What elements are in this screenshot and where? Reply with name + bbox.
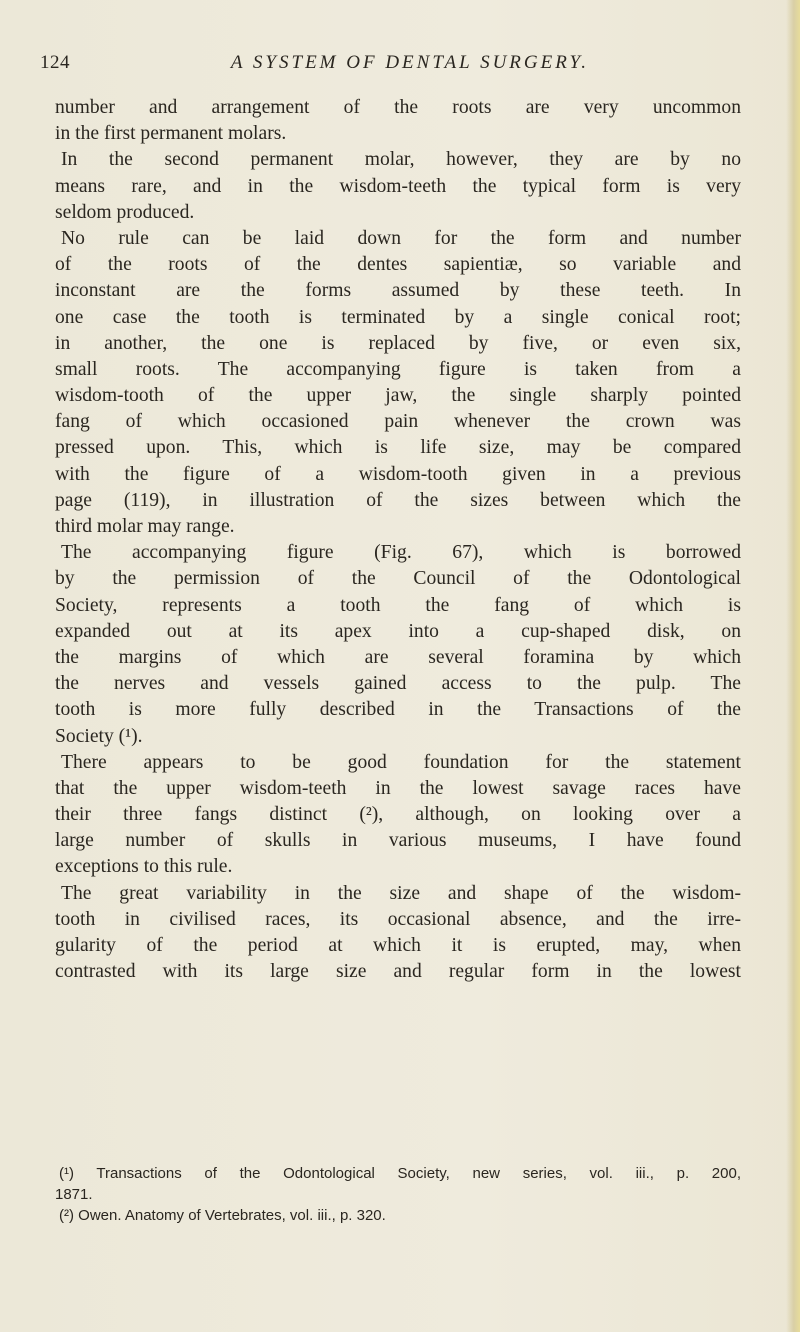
text-line: that the upper wisdom-teeth in the lowest savage races have — [55, 777, 741, 799]
text-line: in another, the one is replaced by five, or even six, — [55, 332, 741, 354]
text-line: third molar may range. — [55, 516, 235, 537]
page-edge — [786, 0, 800, 1332]
text-line: with the figure of a wisdom-tooth given in a previous — [55, 463, 741, 485]
text-line: exceptions to this rule. — [55, 856, 233, 878]
text-line: tooth is more fully described in the Transactions of the — [55, 699, 741, 721]
text-line: one case the tooth is terminated by a single conical root; — [55, 306, 741, 328]
text-line: In the second permanent molar, however, they are by no — [61, 149, 741, 171]
text-line: the nerves and vessels gained access to the pulp. The — [55, 673, 741, 695]
text-line: by the permission of the Council of the Odontological — [55, 568, 741, 590]
text-line: small roots. The accompanying figure is taken from a — [55, 358, 741, 380]
page-header — [40, 52, 740, 82]
text-line: Society, represents a tooth the fang of which is — [55, 594, 741, 616]
text-line: of the roots of the dentes sapientiæ, so variable and — [55, 254, 741, 276]
text-line: The accompanying figure (Fig. 67), which is borrowed — [61, 542, 741, 564]
text-line: the margins of which are several foramina by which — [55, 646, 741, 668]
running-title: A SYSTEM OF DENTAL SURGERY. — [230, 52, 590, 73]
text-line: gularity of the period at which it is erupted, may, when — [55, 935, 741, 956]
text-line: Society (¹). — [55, 725, 143, 747]
text-line: There appears to be good foundation for the statement — [61, 751, 741, 773]
text-line: page (119), in illustration of the sizes between which the — [55, 489, 741, 511]
text-line: The great variability in the size and shape of the wisdom- — [61, 882, 741, 904]
text-line: expanded out at its apex into a cup-shaped disk, on — [55, 620, 741, 642]
footnote-line: (²) Owen. Anatomy of Vertebrates, vol. iii., p. 320. — [59, 1207, 386, 1224]
text-line: number and arrangement of the roots are very uncommon — [55, 97, 741, 118]
footnote-line: 1871. — [55, 1186, 93, 1203]
text-line: their three fangs distinct (²), although, on looking over a — [55, 804, 741, 826]
text-line: tooth in civilised races, its occasional absence, and the irre- — [55, 908, 741, 930]
text-line: large number of skulls in various museums, I have found — [55, 830, 741, 852]
body-text — [55, 95, 741, 985]
text-line: contrasted with its large size and regular form in the lowest — [55, 961, 741, 983]
text-line: fang of which occasioned pain whenever the crown was — [55, 411, 741, 433]
footnotes — [55, 1163, 741, 1226]
footnote-line: (¹) Transactions of the Odontological Society, new series, vol. iii., p. 200, — [59, 1165, 741, 1182]
text-line: seldom produced. — [55, 201, 195, 223]
text-line: wisdom-tooth of the upper jaw, the single sharply pointed — [55, 385, 741, 407]
page-number: 124 — [40, 52, 70, 73]
text-line: means rare, and in the wisdom-teeth the typical form is very — [55, 175, 741, 197]
text-line: pressed upon. This, which is life size, may be compared — [55, 437, 741, 459]
text-line: No rule can be laid down for the form and number — [61, 227, 741, 249]
text-line: inconstant are the forms assumed by these teeth. In — [55, 280, 741, 302]
text-line: in the first permanent molars. — [55, 123, 287, 145]
